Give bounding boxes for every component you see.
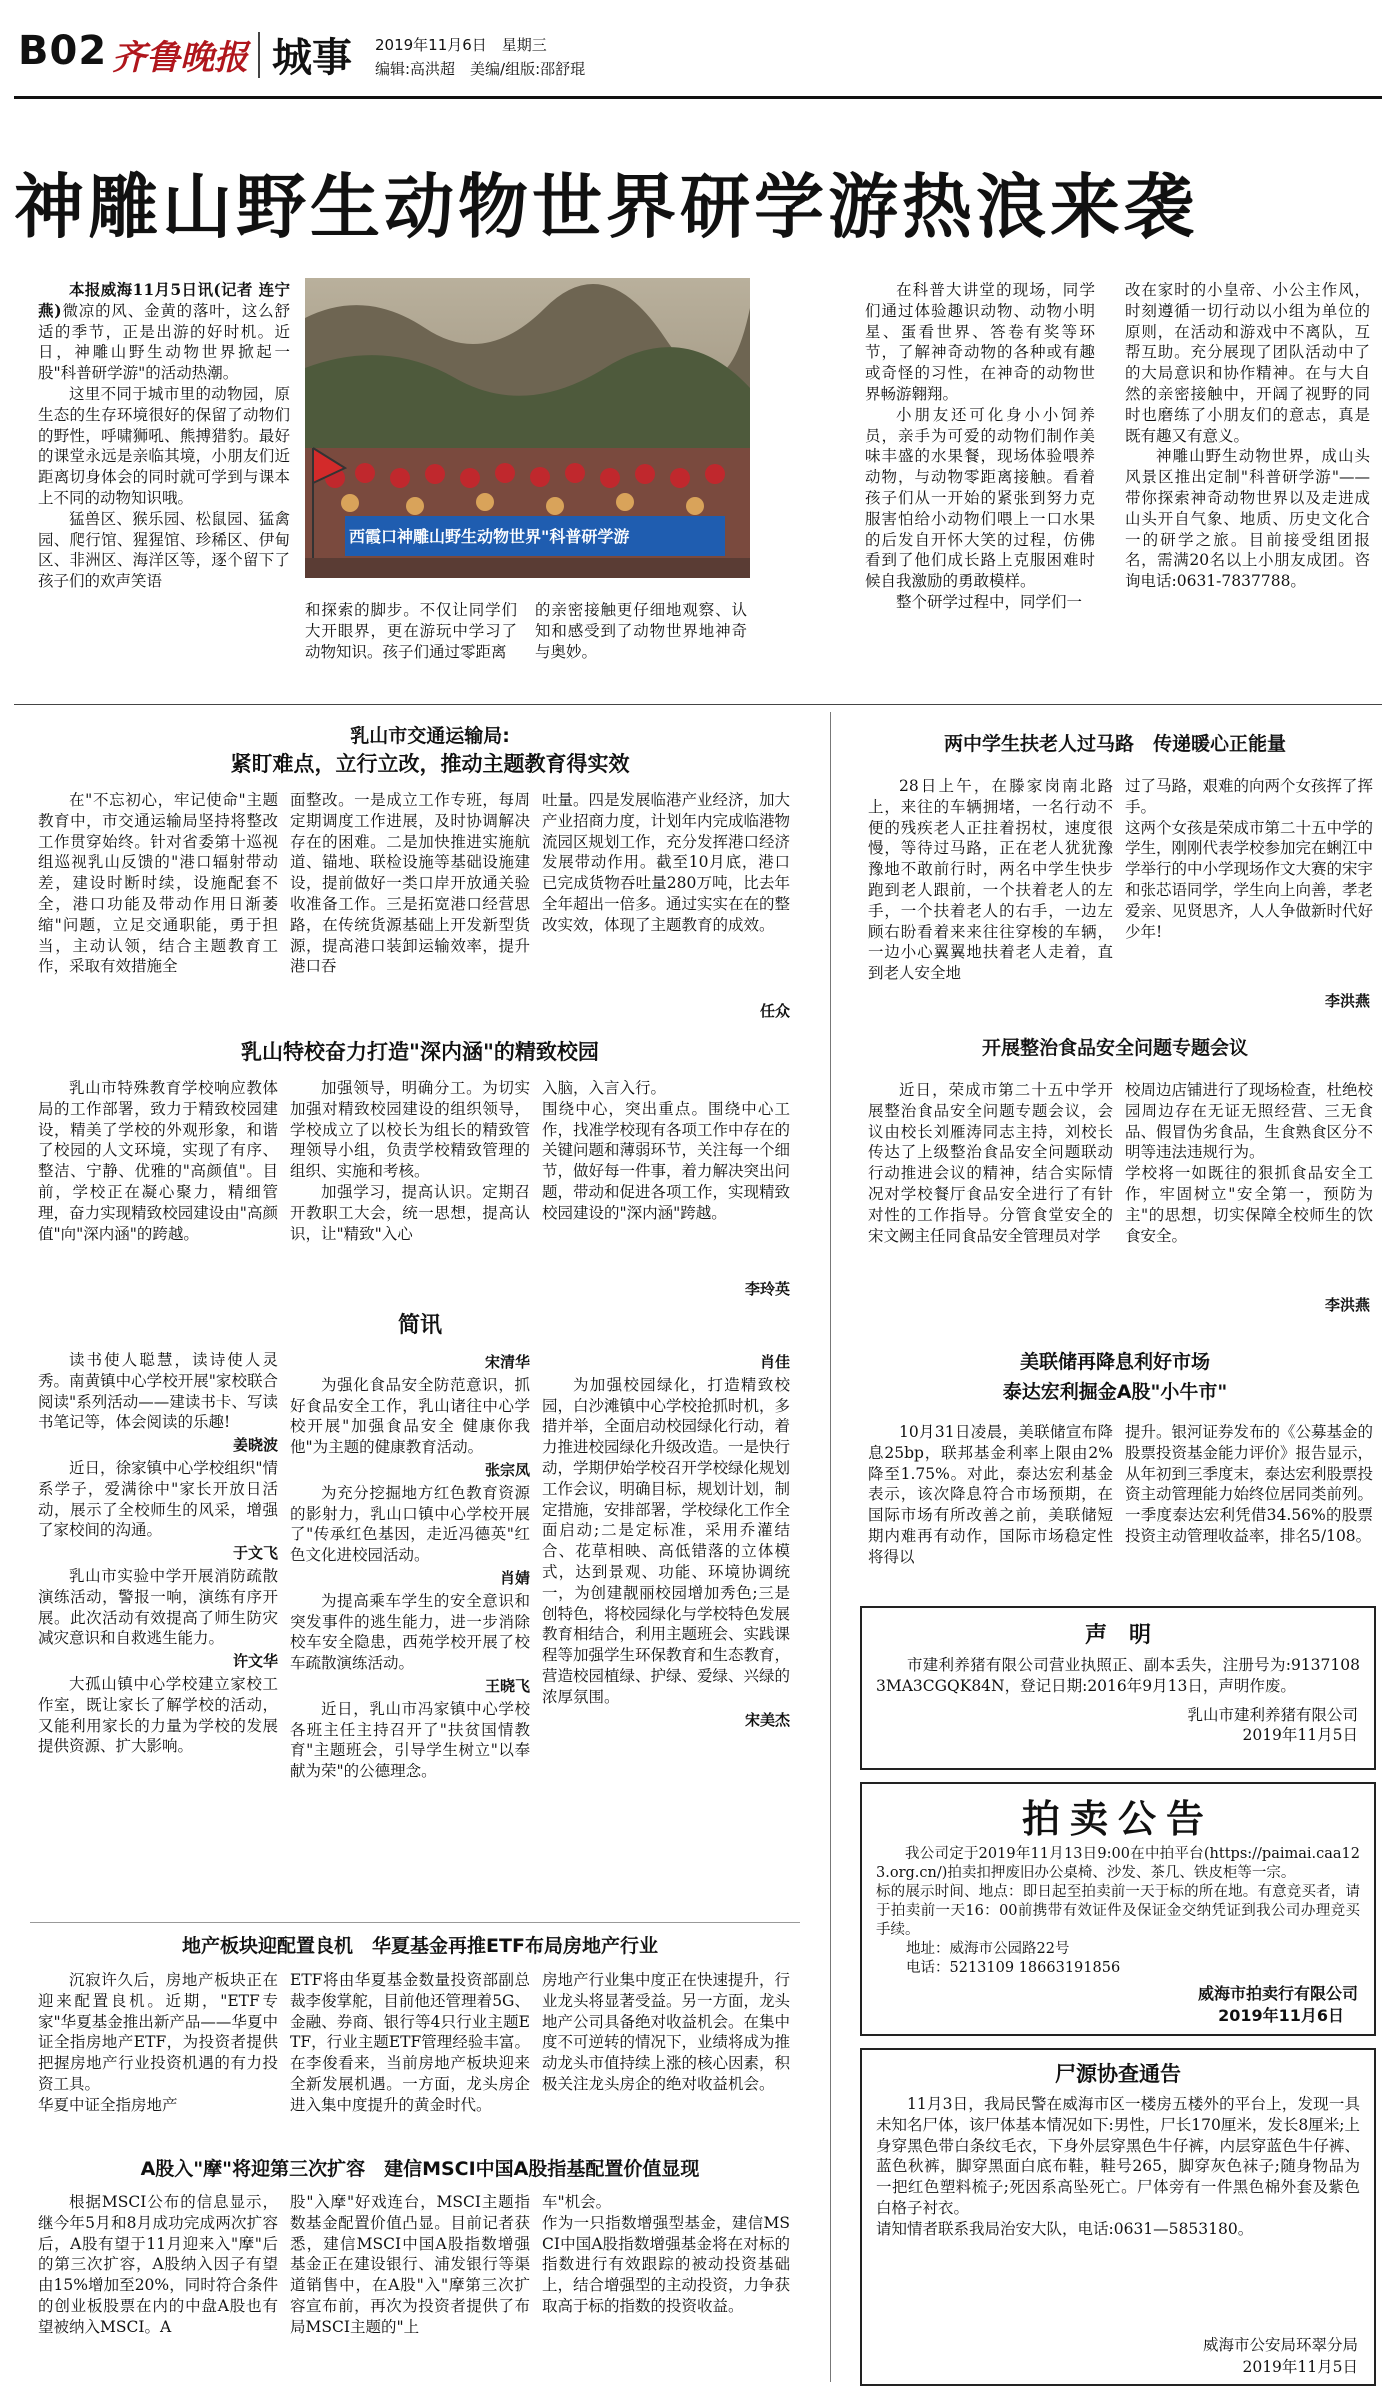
- auction-phone: 电话：5213109 18663191856: [906, 1960, 1121, 1976]
- statement-box: [860, 1606, 1376, 1770]
- main-col-1: 本报威海11月5日讯(记者 连宁燕)微凉的风、金黄的落叶，这么舒适的季节，正是出游的好时机。近日，神雕山野生动物世界掀起一股"科普研学游"的活动热潮。 这里不同于城市里的动物园，原生态的生存环境很好的保留了动物们的野性，呼啸狮吼、熊搏猎豹。最好的课堂永远是亲临其境，小朋友们近距离切身体会的同时就可学到与课本上不同的动物知识哦。 猛兽区、猴乐园、松鼠园、猛禽园、爬行馆、猩猩馆、珍稀区、伊甸区、非洲区、海洋区等，逐个留下了孩子们的欢声笑语: [38, 280, 290, 591]
- elderly-col-2: 过了马路，艰难的向两个女孩挥了挥手。 这两个女孩是荣成市第二十五中学的学生，刚刚代表学校参加完在蜊江中学举行的中小学现场作文大赛的宋宇和张芯语同学，学生向上向善，孝老爱亲、见贤思齐，人人争做新时代好少年!: [1125, 777, 1373, 941]
- special-title: 乳山特校奋力打造"深内涵"的精致校园: [241, 1040, 599, 1064]
- corpse-title: 尸源协查通告: [1055, 2062, 1181, 2086]
- ashare-col-3: 车"机会。 作为一只指数增强型基金，建信MSCI中国A股指数增强基金将在对标的指数进行有效跟踪的被动投资基础上，结合增强型的主动投资，力争获取高于标的指数的投资收益。: [542, 2193, 790, 2315]
- brief-item: 乳山市实验中学开展消防疏散演练活动，警报一响，演练有序开展。此次活动有效提高了师生防灾减灾意识和自救逃生能力。: [38, 1566, 278, 1648]
- food-title: 开展整治食品安全问题专题会议: [981, 1037, 1248, 1059]
- statement-date: 2019年11月5日: [1242, 1726, 1358, 1745]
- traffic-col-2: 面整改。一是成立工作专班，每周定期调度工作进展，及时协调解决存在的困难。二是加快推进实施航道、锚地、联检设施等基础设施建设，提前做好一类口岸开放通关验收准备工作。三是拓宽港口经营思路，在传统货源基础上开发新型货源，提高港口装卸运输效率，提升港口吞: [290, 791, 530, 976]
- column-divider: [830, 712, 831, 2382]
- realestate-col-1: 沉寂许久后，房地产板块正在迎来配置良机。近期，"ETF专家"华夏基金推出新产品——华夏中证全指房地产ETF，为投资者提供把握房地产行业投资机遇的有力投资工具。 华夏中证全指房地产: [38, 1971, 278, 2114]
- auction-signer: 威海市拍卖行有限公司: [1197, 1984, 1358, 2003]
- main-col-3: 的亲密接触更仔细地观察、认知和感受到了动物世界地神奇与奥妙。: [535, 601, 747, 661]
- main-col-2: 和探索的脚步。不仅让同学们大开眼界，更在游玩中学习了动物知识。孩子们通过零距离: [305, 601, 517, 661]
- header-rule: [14, 96, 1382, 99]
- ashare-col-1: 根据MSCI公布的信息显示，继今年5月和8月成功完成两次扩容后，A股有望于11月迎来入"摩"后的第三次扩容，A股纳入因子有望由15%增加至20%，同时符合条件的创业板股票在内的中盘A股也有望被纳入MSCI。A: [38, 2193, 278, 2336]
- corpse-notice-box: [860, 2048, 1376, 2386]
- main-lead: 本报威海11月5日讯(记者 连宁燕): [38, 280, 290, 320]
- traffic-author: 任众: [759, 1002, 790, 1020]
- brief-item: 为加强校园绿化，打造精致校园，白沙滩镇中心学校抢抓时机，多措并举，全面启动校园绿化行动，着力推进校园绿化升级改造。一是快行动，学期伊始学校召开学校绿化规划工作会议，明确目标，规划计划，制定措施，安排部署，学校绿化工作全面启动;二是定标准，采用乔灌结合、花草相映、高低错落的立体模式，达到景观、功能、环境协调统一，为创建靓丽校园增加秀色;三是创特色，将校园绿化与学校特色发展教育相结合，利用主题班会、实践课程等加强学生环保教育和生态教育，营造校园植绿、护绿、爱绿、兴绿的浓厚氛围。: [542, 1375, 790, 1706]
- divider: [30, 1922, 800, 1923]
- main-photo: [305, 278, 750, 578]
- traffic-title-2: 紧盯难点，立行立改，推动主题教育得实效: [230, 752, 630, 776]
- issue-date: 2019年11月6日 星期三: [375, 36, 547, 54]
- food-author: 李洪燕: [1324, 1296, 1370, 1314]
- header-divider: [258, 32, 260, 78]
- auction-box: [860, 1782, 1376, 2036]
- photo-banner-text: 西霞口神雕山野生动物世界"科普研学游: [349, 527, 630, 546]
- main-col-4: 在科普大讲堂的现场，同学们通过体验趣识动物、动物小明星、蛋看世界、答卷有奖等环节，了解神奇动物的各种或有趣或奇怪的习性，在神奇的动物世界畅游翱翔。 小朋友还可化身小小饲养员，亲手为可爱的动物们制作美味丰盛的水果餐，现场体验喂养动物，与动物零距离接触。看着孩子们从一开始的紧张到努力克服害怕给小动物们喂上一口水果的后发自开怀大笑的过程，仿佛看到了他们成长路上克服困难时候自我激励的勇敢模样。 整个研学过程中，同学们一: [865, 281, 1095, 611]
- ashare-col-2: 股"入摩"好戏连台，MSCI主题指数基金配置价值凸显。目前记者获悉，建信MSCI中国A股指数增强基金正在建设银行、浦发银行等渠道销售中，在A股"入"摩第三次扩容宣布前，再次为投资者提供了布局MSCI主题的"上: [290, 2193, 530, 2336]
- main-col-5: 改在家时的小皇帝、小公主作风，时刻遵循一切行动以小组为单位的原则，在活动和游戏中不离队，互帮互助。充分展现了团队活动中了的大局意识和协作精神。在与大自然的亲密接触中，开阔了视野的同时也磨练了小朋友们的意志，真是既有趣又有意义。 神雕山野生动物世界，成山头风景区推出定制"科普研学游"——带你探索神奇动物世界以及走进成山头开自气象、地质、历史文化合一的研学之旅。目前接受组团报名，需满20名以上小朋友成团。咨询电话:0631-7837788。: [1125, 281, 1370, 591]
- statement-signer: 乳山市建利养猪有限公司: [1187, 1705, 1358, 1724]
- elderly-author: 李洪燕: [1324, 992, 1370, 1010]
- ashare-title: A股入"摩"将迎第三次扩容 建信MSCI中国A股指基配置价值显现: [140, 2158, 700, 2180]
- corpse-body: 11月3日，我局民警在威海市区一楼房五楼外的平台上，发现一具未知名尸体，该尸体基本情况如下:男性，尸长170厘米，发长8厘米;上身穿黑色带白条纹毛衣，下身外层穿黑色牛仔裤，内层穿蓝色牛仔裤、蓝色秋裤，脚穿黑面白底布鞋，鞋号265，脚穿灰色袜子;随身物品为一把红色塑料梳子;死因系高坠死亡。尸体旁有一件黑色棉外套及紫色白格子衬衣。 请知情者联系我局治安大队，电话:0631—5853180。: [876, 2095, 1360, 2238]
- fed-title-2: 泰达宏利掘金A股"小牛市": [1002, 1381, 1228, 1403]
- special-author: 李玲英: [744, 1280, 790, 1298]
- briefs-col-1: 读书使人聪慧，读诗使人灵秀。南黄镇中心学校开展"家校联合阅读"系列活动——建读书卡、写读书笔记等，体会阅读的乐趣! 姜晓波 近日，徐家镇中心学校组织"情系学子，爱满徐中"家长开放日活动，展示了全校师生的风采，增强了家校间的沟通。 于文飞 乳山市实验中学开展消防疏散演练活动，警报一响，演练有序开展。此次活动有效提高了师生防灾减灾意识和自救逃生能力。 许文华 大孤山镇中心学校建立家校工作室，既让家长了解学校的活动，又能利用家长的力量为学校的发展提供资源、扩大影响。: [38, 1351, 278, 1756]
- editors: 编辑:高洪超 美编/组版:邵舒琨: [375, 60, 586, 78]
- briefs-col-2: 宋清华 为强化食品安全防范意识，抓好食品安全工作，乳山诸往中心学校开展"加强食品安全 健康你我他"为主题的健康教育活动。 张宗凤 为充分挖掘地方红色教育资源的影射力，乳山口镇中心学校开展了"传承红色基因，走近冯德英"红色文化进校园活动。 肖婧 为提高乘车学生的安全意识和突发事件的逃生能力，进一步消除校车安全隐患，西苑学校开展了校车疏散演练活动。 王晓飞 近日，乳山市冯家镇中心学校各班主任主持召开了"扶贫国情教育"主题班会，引导学生树立"以奉献为荣"的公德理念。: [290, 1353, 530, 1781]
- brief-item: 近日，徐家镇中心学校组织"情系学子，爱满徐中"家长开放日活动，展示了全校师生的风采，增强了家校间的沟通。: [38, 1458, 278, 1540]
- elderly-title: 两中学生扶老人过马路 传递暖心正能量: [943, 733, 1286, 755]
- special-col-3: 入脑，入言入行。 围绕中心，突出重点。围绕中心工作，找准学校现有各项工作中存在的关键问题和薄弱环节，关注每一个细节，做好每一件事，着力解决突出问题，带动和促进各项工作，实现精致校园建设的"深内涵"跨越。: [542, 1079, 790, 1222]
- auction-date: 2019年11月6日: [1218, 2006, 1344, 2025]
- auction-address: 地址：威海市公园路22号: [906, 1941, 1070, 1957]
- corpse-date: 2019年11月5日: [1242, 2358, 1358, 2377]
- traffic-title-1: 乳山市交通运输局:: [350, 725, 510, 747]
- page-number: B02: [18, 28, 108, 74]
- brief-item: 近日，乳山市冯家镇中心学校各班主任主持召开了"扶贫国情教育"主题班会，引导学生树立"以奉献为荣"的公德理念。: [290, 1699, 530, 1781]
- brief-item: 为提高乘车学生的安全意识和突发事件的逃生能力，进一步消除校车安全隐患，西苑学校开展了校车疏散演练活动。: [290, 1591, 530, 1673]
- main-headline: 神雕山野生动物世界研学游热浪来袭: [14, 166, 1198, 248]
- briefs-col-3: 肖佳 为加强校园绿化，打造精致校园，白沙滩镇中心学校抢抓时机，多措并举，全面启动校园绿化行动，着力推进校园绿化升级改造。一是快行动，学期伊始学校召开学校绿化规划工作会议，明确目标，规划计划，制定措施，安排部署，学校绿化工作全面启动;二是定标准，采用乔灌结合、花草相映、高低错落的立体模式，达到景观、功能、环境协调统一，为创建靓丽校园增加秀色;三是创特色，将校园绿化与学校特色发展教育相结合，利用主题班会、实践课程等加强学生环保教育和生态教育，营造校园植绿、护绿、爱绿、兴绿的浓厚氛围。 宋美杰: [542, 1353, 790, 1729]
- food-col-1: 近日，荣成市第二十五中学开展整治食品安全问题专题会议，会议由校长刘雁涛同志主持，刘校长传达了上级整治食品安全问题联动行动推进会议的精神，结合实际情况对学校餐厅食品安全进行了有针对性的工作指导。分管食堂安全的宋文阙主任同食品安全管理员对学: [868, 1081, 1113, 1245]
- section-rule: [14, 704, 1382, 705]
- realestate-col-3: 房地产行业集中度正在快速提升，行业龙头将显著受益。另一方面，龙头地产公司具备绝对收益机会。在集中度不可逆转的情况下，业绩将成为推动龙头市值持续上涨的核心因素，积极关注龙头房企的绝对收益机会。: [542, 1971, 790, 2093]
- special-col-1: 乳山市特殊教育学校响应教体局的工作部署，致力于精致校园建设，精美了学校的外观形象，和谐了校园的人文环境，实现了有序、整洁、宁静、优雅的"高颜值"。目前，学校正在凝心聚力，精细管理，奋力实现精致校园建设由"高颜值"向"深内涵"的跨越。: [38, 1079, 278, 1243]
- auction-body: 我公司定于2019年11月13日9:00在中拍平台(https://paimai.caa123.org.cn/)拍卖扣押废旧办公桌椅、沙发、茶几、铁皮柜等一宗。 标的展示时间、地点：即日起至拍卖前一天于标的所在地。有意竞买者，请于拍卖前一天16：00前携带有效证件及保证金交纳凭证到我公司办理竞买手续。: [876, 1846, 1360, 1938]
- section-title: 城事: [272, 35, 352, 81]
- statement-body: 市建利养猪有限公司营业执照正、副本丢失，注册号为:91371083MA3CGQK84N，登记日期:2016年9月13日，声明作废。: [876, 1656, 1360, 1695]
- briefs-title: 简讯: [397, 1313, 442, 1338]
- special-col-2: 加强领导，明确分工。为切实加强对精致校园建设的组织领导，学校成立了以校长为组长的精致管理领导小组，负责学校精致管理的组织、实施和考核。 加强学习，提高认识。定期召开教职工大会，统一思想，提高认识，让"精致"入心: [290, 1079, 530, 1243]
- newspaper-logo: 齐鲁晚报: [112, 38, 248, 78]
- brief-item: 大孤山镇中心学校建立家校工作室，既让家长了解学校的活动，又能利用家长的力量为学校的发展提供资源、扩大影响。: [38, 1674, 278, 1756]
- corpse-signer: 威海市公安局环翠分局: [1202, 2336, 1358, 2355]
- realestate-col-2: ETF将由华夏基金数量投资部副总裁李俊掌舵，目前他还管理着5G、金融、券商、银行等4只行业主题ETF，行业主题ETF管理经验丰富。在李俊看来，当前房地产板块迎来全新发展机遇。一方面，龙头房企进入集中度提升的黄金时代。: [290, 1971, 530, 2114]
- fed-col-1: 10月31日凌晨，美联储宣布降息25bp，联邦基金利率上限由2%降至1.75%。对此，泰达宏利基金表示，该次降息符合市场预期，在国际市场有所改善之前，美联储短期内难再有动作，国际市场稳定性将得以: [868, 1423, 1113, 1566]
- fed-col-2: 提升。银河证券发布的《公募基金的股票投资基金能力评价》报告显示，从年初到三季度末，泰达宏利股票投资主动管理能力始终位居同类前列。一季度泰达宏利凭借34.56%的股票投资主动管理收益率，排名5/108。: [1125, 1423, 1373, 1545]
- traffic-col-1: 在"不忘初心，牢记使命"主题教育中，市交通运输局坚持将整改工作贯穿始终。针对省委第十巡视组巡视乳山反馈的"港口辐射带动差，建设时断时续，设施配套不全，港口功能及带动作用日渐萎缩"问题，立足交通职能，勇于担当，主动认领，结合主题教育工作，采取有效措施全: [38, 791, 278, 976]
- auction-title: 拍卖公告: [1021, 1797, 1214, 1841]
- brief-item: 为充分挖掘地方红色教育资源的影射力，乳山口镇中心学校开展了"传承红色基因，走近冯德英"红色文化进校园活动。: [290, 1483, 530, 1565]
- food-col-2: 校周边店铺进行了现场检查，杜绝校园周边存在无证无照经营、三无食品、假冒伪劣食品，生食熟食区分不明等违法违规行为。 学校将一如既往的狠抓食品安全工作，牢固树立"安全第一，预防为主"的思想，切实保障全校师生的饮食安全。: [1125, 1081, 1373, 1245]
- brief-item: 为强化食品安全防范意识，抓好食品安全工作，乳山诸往中心学校开展"加强食品安全 健康你我他"为主题的健康教育活动。: [290, 1375, 530, 1457]
- realestate-title: 地产板块迎配置良机 华夏基金再推ETF布局房地产行业: [182, 1935, 658, 1957]
- traffic-col-3: 吐量。四是发展临港产业经济，加大产业招商力度，计划年内完成临港物流园区规划工作，充分发挥港口经济发展带动作用。截至10月底，港口已完成货物吞吐量280万吨，比去年全年超出一倍多。通过实实在在的整改实效，体现了主题教育的成效。: [542, 791, 790, 934]
- elderly-col-1: 28日上午，在滕家岗南北路上，来往的车辆拥堵，一名行动不便的残疾老人正拄着拐杖，速度很慢，等待过马路，正在老人犹犹豫豫地不敢前行时，两名中学生快步跑到老人跟前，一个扶着老人的左手，一个扶着老人的右手，一边左顾右盼看着来来往往穿梭的车辆，一边小心翼翼地扶着老人走着，直到老人安全地: [868, 777, 1113, 983]
- fed-title-1: 美联储再降息利好市场: [1019, 1351, 1210, 1373]
- brief-item: 读书使人聪慧，读诗使人灵秀。南黄镇中心学校开展"家校联合阅读"系列活动——建读书卡、写读书笔记等，体会阅读的乐趣!: [38, 1351, 278, 1432]
- statement-title: 声 明: [1084, 1623, 1151, 1648]
